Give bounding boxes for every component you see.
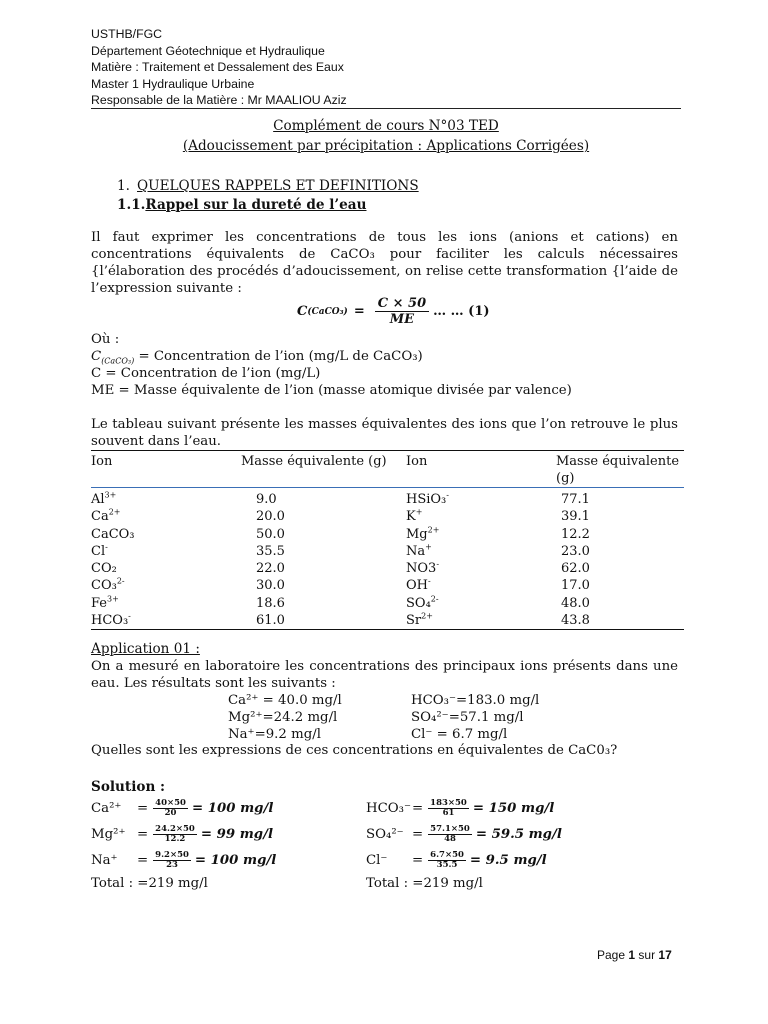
solution-result: = 150 mg/l bbox=[472, 800, 555, 816]
ion-cell: HCO₃- bbox=[91, 611, 131, 629]
definition-line: C = Concentration de l’ion (mg/L) bbox=[91, 366, 321, 381]
table-header-row bbox=[91, 451, 684, 488]
ion-cell: $Al^{3+}$ bbox=[91, 490, 117, 507]
solution-ion: Ca²⁺ bbox=[91, 800, 122, 816]
solution-ion: Cl⁻ bbox=[366, 852, 388, 868]
mass-cell: 17.0 bbox=[561, 578, 590, 594]
definitions bbox=[91, 331, 572, 399]
mass-cell: 61.0 bbox=[256, 613, 285, 629]
ion-cell: SO₄$^{2-}$ bbox=[406, 594, 439, 611]
measured-concentrations bbox=[228, 692, 539, 743]
header-ion: Ion bbox=[91, 454, 113, 469]
definition-line: ME = Masse équivalente de l’ion (masse atomique divisée par valence) bbox=[91, 383, 572, 398]
header-line: Département Géotechnique et Hydraulique bbox=[91, 43, 325, 58]
solution-result: = 100 mg/l bbox=[191, 800, 274, 816]
mass-cell: 62.0 bbox=[561, 561, 590, 577]
formula-numerator: C × 50 bbox=[375, 296, 429, 312]
solution-fraction: $\frac{9.2\times 50}{23}$ bbox=[155, 849, 189, 870]
subsection-number: 1.1. bbox=[117, 197, 146, 213]
solution-fraction: $\frac{6.7\times 50}{35.5}$ bbox=[430, 849, 464, 870]
concentration-value: Mg²⁺=24.2 mg/l bbox=[228, 710, 338, 725]
concentration-row bbox=[228, 709, 539, 726]
header-line: Master 1 Hydraulique Urbaine bbox=[91, 76, 255, 91]
definition-line bbox=[91, 348, 572, 365]
mass-cell: 30.0 bbox=[256, 578, 285, 594]
solution-fraction: $\frac{183\times 50}{61}$ bbox=[430, 797, 467, 818]
ion-cell: K+ bbox=[406, 507, 423, 525]
mass-cell: 50.0 bbox=[256, 526, 285, 542]
solution-fraction: $\frac{57.1\times 50}{48}$ bbox=[430, 823, 470, 844]
ion-cell: CO₂ bbox=[91, 561, 117, 577]
formula-eq: = bbox=[353, 304, 365, 319]
footer-total-pages: 17 bbox=[658, 948, 672, 962]
ion-cell: HSiO₃- bbox=[406, 490, 449, 507]
table-row bbox=[91, 577, 684, 594]
solution-result: = 100 mg/l bbox=[194, 852, 277, 868]
solution-equation: SO₄²⁻ = $\frac{57.1\times 50}{48}$ = 59.5 mg/l bbox=[366, 823, 562, 844]
footer-sep: sur bbox=[638, 948, 656, 962]
header-mass: Masse équivalente (g) bbox=[241, 454, 387, 469]
concentration-value: Cl⁻ = 6.7 mg/l bbox=[411, 727, 508, 742]
solution-equation: Na⁺ = $\frac{9.2\times 50}{23}$ = 100 mg/l bbox=[91, 849, 277, 870]
formula-lhs: C bbox=[297, 304, 308, 319]
intro-paragraph: Il faut exprimer les concentrations de tous les ions (anions et cations) en concentrations équivalents de CaCO₃ pour faciliter les calculs nécessaires {l’élaboration des procédés d’adoucissement, on relise cette transformation {l’aide de l’expression suivante : bbox=[91, 230, 678, 296]
solution-ion: HCO₃⁻ bbox=[366, 800, 412, 816]
footer-page-word: Page bbox=[597, 948, 626, 962]
mass-cell: 35.5 bbox=[256, 543, 285, 559]
solution-ion: Na⁺ bbox=[91, 852, 118, 868]
solution-row bbox=[91, 847, 691, 873]
table-row bbox=[91, 612, 684, 630]
table-row bbox=[91, 595, 684, 612]
solution-title: Solution : bbox=[91, 779, 166, 795]
mass-cell: 77.1 bbox=[561, 492, 590, 507]
ion-cell: $Fe^{3+}$ bbox=[91, 594, 119, 611]
mass-cell: 43.8 bbox=[561, 613, 590, 629]
ion-cell: $Mg^{2+}$ bbox=[406, 525, 440, 542]
solution-fraction: $\frac{40\times 50}{20}$ bbox=[155, 797, 186, 818]
mass-cell: 12.2 bbox=[561, 526, 590, 542]
solution-row bbox=[91, 795, 691, 821]
solution-equation: Ca²⁺ = $\frac{40\times 50}{20}$ = 100 mg/l bbox=[91, 797, 274, 818]
header-line: USTHB/FGC bbox=[91, 27, 163, 41]
document-title: Complément de cours N°03 TED bbox=[273, 118, 499, 134]
mass-cell: 22.0 bbox=[256, 561, 285, 577]
solution-equation: HCO₃⁻ = $\frac{183\times 50}{61}$ = 150 mg/l bbox=[366, 797, 555, 818]
table-row bbox=[91, 488, 684, 509]
mass-cell: 18.6 bbox=[256, 595, 285, 611]
concentration-row bbox=[228, 692, 539, 709]
page-footer bbox=[597, 948, 672, 962]
concentration-value: HCO₃⁻=183.0 mg/l bbox=[411, 693, 540, 708]
ion-cell: OH- bbox=[406, 577, 431, 594]
formula-tail: … … (1) bbox=[433, 304, 490, 319]
ion-cell: CaCO₃ bbox=[91, 526, 135, 542]
header-divider bbox=[91, 108, 681, 109]
section-heading bbox=[117, 178, 419, 194]
ion-cell: Cl- bbox=[91, 542, 108, 559]
solution-result: = 99 mg/l bbox=[200, 826, 273, 842]
mass-cell: 20.0 bbox=[256, 509, 285, 525]
solution-block bbox=[91, 795, 691, 893]
table-intro: Le tableau suivant présente les masses équivalentes des ions que l’on retrouve le plus souvent dans l’eau. bbox=[91, 417, 678, 449]
formula-denominator: ME bbox=[389, 312, 415, 327]
footer-current-page: 1 bbox=[628, 948, 636, 962]
application-title: Application 01 : bbox=[91, 641, 200, 657]
ion-cell: CO₃$^{2-}$ bbox=[91, 577, 125, 594]
mass-cell: 23.0 bbox=[561, 543, 590, 559]
ion-cell: $Ca^{2+}$ bbox=[91, 507, 121, 525]
section-number: 1. bbox=[117, 178, 130, 194]
solution-equation: Cl⁻ = $\frac{6.7\times 50}{35.5}$ = 9.5 mg/l bbox=[366, 849, 547, 870]
table-row bbox=[91, 560, 684, 577]
concentration-value: SO₄²⁻=57.1 mg/l bbox=[411, 710, 524, 725]
solution-fraction: $\frac{24.2\times 50}{12.2}$ bbox=[155, 823, 195, 844]
formula-fraction bbox=[375, 296, 429, 327]
table-row bbox=[91, 526, 684, 543]
header-mass: Masse équivalente (g) bbox=[556, 454, 680, 486]
solution-row bbox=[91, 821, 691, 847]
subsection-heading bbox=[117, 197, 366, 213]
ion-cell: $Sr^{2+}$ bbox=[406, 611, 433, 629]
mass-cell: 39.1 bbox=[561, 509, 590, 525]
section-title: QUELQUES RAPPELS ET DEFINITIONS bbox=[137, 178, 419, 194]
solution-result: = 9.5 mg/l bbox=[469, 852, 547, 868]
def-symbol: C bbox=[91, 349, 102, 364]
def-text: = Concentration de l’ion (mg/L de CaCO₃) bbox=[134, 349, 423, 364]
header-line: Responsable de la Matière : Mr MAALIOU Aziz bbox=[91, 93, 347, 107]
concentration-value: Ca²⁺ = 40.0 mg/l bbox=[228, 693, 342, 708]
ion-cell: Na+ bbox=[406, 542, 432, 559]
mass-cell: 9.0 bbox=[256, 492, 277, 507]
concentration-row bbox=[228, 726, 539, 743]
definitions-intro: Où : bbox=[91, 332, 120, 347]
total-left: Total : =219 mg/l bbox=[91, 875, 208, 891]
solution-ion: SO₄²⁻ bbox=[366, 826, 404, 842]
subsection-title: Rappel sur la dureté de l’eau bbox=[145, 197, 367, 213]
solution-ion: Mg²⁺ bbox=[91, 826, 126, 842]
application-text: On a mesuré en laboratoire les concentrations des principaux ions présents dans une eau. Les résultats sont les suivants : bbox=[91, 659, 678, 691]
solution-result: = 59.5 mg/l bbox=[475, 826, 562, 842]
header-line: Matière : Traitement et Dessalement des Eaux bbox=[91, 60, 344, 74]
solution-equation: Mg²⁺ = $\frac{24.2\times 50}{12.2}$ = 99 mg/l bbox=[91, 823, 273, 844]
def-symbol-sub: (CaCO₃) bbox=[101, 356, 135, 366]
equation-1: C (CaCO₃) = $\frac{C \times 50}{ME}$ … … (1) bbox=[297, 296, 490, 327]
application-question: Quelles sont les expressions de ces concentrations en équivalentes de CaC0₃? bbox=[91, 743, 618, 758]
solution-totals bbox=[91, 873, 691, 893]
document-subtitle: (Adoucissement par précipitation : Applications Corrigées) bbox=[182, 138, 590, 154]
header-ion: Ion bbox=[406, 454, 428, 469]
total-right: Total : =219 mg/l bbox=[366, 875, 483, 891]
table-row bbox=[91, 543, 684, 560]
document-header bbox=[91, 26, 681, 109]
mass-cell: 48.0 bbox=[561, 595, 590, 611]
table-row bbox=[91, 508, 684, 525]
concentration-value: Na⁺=9.2 mg/l bbox=[228, 727, 321, 742]
equivalent-mass-table bbox=[91, 450, 684, 630]
ion-cell: NO3- bbox=[406, 559, 440, 577]
